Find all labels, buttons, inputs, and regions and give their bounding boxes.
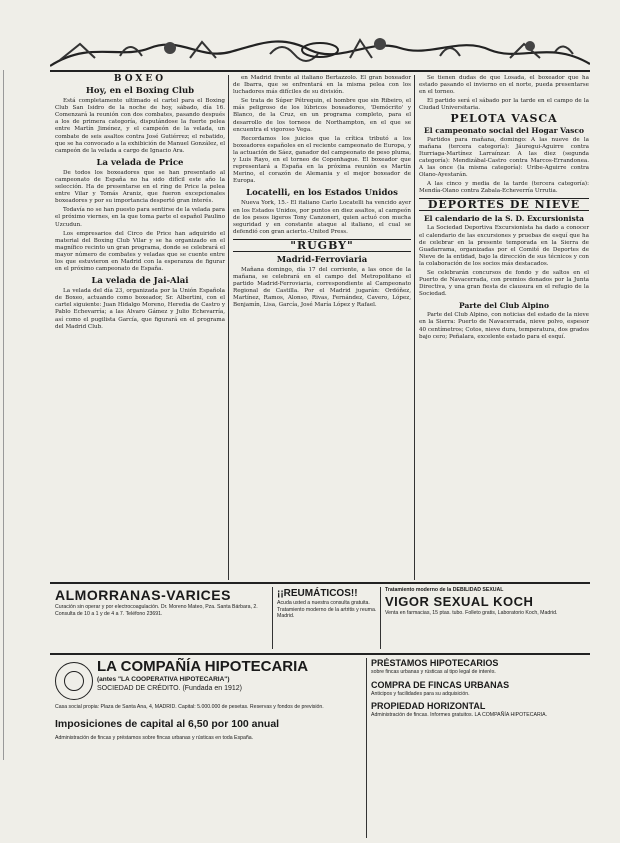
paragraph: Recordamos los juicios que la crítica tributó a los boxeadores españoles en el reciente campeonato de Europa, y la actuación de Sáez, ganador del campeonato de peso pluma, y Luis Rayo, en el torneo de Copenhague. El boxeador que representará a España en la próxima reunión es Martín Merino, el corazón de Alemania y el mejor boxeador de Europa. [233,135,411,185]
paragraph: A las cinco y media de la tarde (tercera categoría): Mendía-Olano contra Zabala-Echeverría Urrutia. [419,181,589,195]
ad-title: ALMORRANAS-VARICES [55,587,231,603]
decorative-banner-icon [50,30,590,70]
headline: Madrid-Ferroviaria [276,254,368,265]
ads-mid-rule [50,653,590,656]
paragraph: Parte del Club Alpino, con noticias del estado de la nieve en la Sierra: Puerto de Navacerrada, nieve polvo, espesor 40 centímetros; Cotos, nieve dura, temperatura, dos grados bajo cero; Peñalara, excelente estado para el esquí. [419,312,589,340]
ad-text: Administración de fincas. Informes gratuitos. LA COMPAÑÍA HIPOTECARIA. [371,712,548,719]
column-boxing [55,75,225,333]
ad-title: PRÉSTAMOS HIPOTECARIOS [371,658,499,668]
headline: Hoy, en el Boxing Club [85,86,195,97]
ad-text: Anticipos y facilidades para su adquisición. [371,690,470,697]
section-title: DEPORTES DE NIEVE [419,198,589,211]
headline: La velada de Jai-Alai [91,276,189,287]
paragraph: Está completamente ultimado el cartel para el Boxing Club San Isidro de la noche de hoy, sábado, día 16. Comenzará la reunión con dos combates, pasando después a los de primera categoría, disputándose la fuerte pelea entre Martín Jiménez, y el campeón de la velada, un combate de seis asaltos contra José Gutiérrez; el rebatido, que se ha convocado a la exhibición de Manuel González, el campeón de la velada a cargo de Ignacio Ara. [55,98,225,154]
ad-text: Curación sin operar y por electrocoagulación. Dr. Moreno Mateo, Pza. Santa Bárbara, 2. Consulta de 10 a 1 y de 4 a 7. Teléfono 23691. [55,604,258,617]
paragraph: Todavía no se han puesto para sentirse de la velada para el próximo viernes, en la que toma parte el español Paulino Uzcudun. [55,207,225,228]
ad-reumaticos [272,587,377,649]
ad-text: Venta en farmacias, 15 ptas. tubo. Folleto gratis, Laboratorio Koch, Madrid. [385,609,558,616]
ad-compania-hipotecaria [55,658,360,838]
paragraph: Mañana domingo, día 17 del corriente, a las once de la mañana, se celebrará en el campo del Metropolitano el partido Madrid-Ferroviaria, correspondiente al Campeonato Regional de Castilla. Por el Madrid jugarán: Ordóñez, Martínez, Ramos, Alonso, Rivas, Fernández, Cavero, López, Benjamín, Lisa, García, José María López y Rafael. [233,266,411,309]
column-pelota-snow [419,75,589,343]
ad-title: LA COMPAÑÍA HIPOTECARIA [97,658,309,675]
sports-banner [50,30,590,72]
margin-rule [3,70,4,760]
paragraph: La velada del día 23, organizada por la Unión Española de Boxeo, actuando como boxeador, Sr. Albertini, con el cartel siguiente: Juan Hidalgo Moreno, Heredia de Castro y Pablo Echevarría; a las Alvaro Gámez y Julio Echevarría, así como el pugilista García, que figurará en el programa del Madrid Club. [55,288,225,330]
ad-subtitle: (antes "LA COOPERATIVA HIPOTECARIA") [97,676,230,683]
section-title: PELOTA VASCA [450,112,558,126]
ad-text: Administración de fincas y préstamos sobre fincas urbanas y rústicas en toda España. [55,734,254,741]
ads-top-rule [50,582,590,585]
paragraph: en Madrid frente al italiano Bertazzolo. El gran boxeador de Ibarra, que se enfrentará en la misma pelea con los luchadores más difíciles de su división. [233,75,411,96]
ad-title: PROPIEDAD HORIZONTAL [371,701,486,712]
headline: El campeonato social del Hogar Vasco [424,125,584,135]
ad-prestamos [366,658,593,838]
section-title: "RUGBY" [233,239,411,252]
paragraph: La Sociedad Deportiva Excursionista ha dado a conocer el calendario de las excursiones y pruebas de esquí que ha de celebrar en la presente temporada en la Sierra de Guadarrama, organizadas por el Comité de Deportes de Nieve de la entidad, bajo la dirección de sus técnicos y con la colaboración de los socios más destacados. [419,225,589,267]
paragraph: De todos los boxeadores que se han presentado al campeonato de España no ha sido difícil este año la selección. Ha de presentarse en el ring de Price la pelea entre Vilar y Tomás Araniz, que fueron excepcionales boxeadores y por su importancia despertó gran interés. [55,169,225,205]
ad-title: ¡¡REUMÁTICOS!! [277,588,358,599]
paragraph: Nueva York, 15.- El italiano Carlo Locatelli ha vencido ayer en los Estados Unidos, por puntos en diez asaltos, al campeón de los pesos ligeros Tony Canzoneri, quien actuó con mucha seguridad y en constante ataque al italiano, el cual se defendió con gran acierto.-United Press. [233,200,411,235]
ad-almorranas [55,587,265,649]
section-title: BOXEO [113,74,167,84]
paragraph: Se tienen dudas de que Losada, el boxeador que ha estado pasando el invierno en el norte, pueda presentarse en el torneo. [419,75,589,96]
ad-title: COMPRA DE FINCAS URBANAS [371,679,510,690]
seal-icon [55,662,93,700]
ad-kicker: Tratamiento moderno de la DEBILIDAD SEXUAL [385,587,504,593]
paragraph: Se trata de Súper Pétrequin, el hombre que sin Ribeiro, el más peligroso de los lúbricos boxeadores, 'Demócrito' y Blanco, de la Cruz, en un programa completo, para el desarrollo de los torneos de Northampton, en el que se encuentra el vigoroso Vega. [233,98,411,133]
paragraph: Se celebrarán concursos de fondo y de saltos en el Puerto de Navacerrada, con premios donados por la Junta Directiva, y una gran fiesta de clausura en el refugio de la Sociedad. [419,269,589,298]
paragraph: El partido será el sábado por la tarde en el campo de la Ciudad Universitaria. [419,98,589,112]
paragraph: Los empresarios del Circo de Price han adquirido el material del Boxing Club Vilar y se ha organizado en el magnífico recinto un gran programa, donde se celebrará el mayor número de combates y veladas que se cuente entre los que estuvieron en Madrid con la esperanza de figurar en el próximo campeonato de España. [55,230,225,273]
ad-text: sobre fincas urbanas y rústicas al tipo legal de interés. [371,669,496,675]
column-rule [228,75,229,580]
ad-offer: Imposiciones de capital al 6,50 por 100 anual [55,717,280,730]
headline: Parte del Club Alpino [459,301,549,311]
headline: La velada de Price [96,157,184,168]
column-rule [414,75,415,580]
ad-title: VIGOR SEXUAL KOCH [385,593,534,609]
column-boxing-rugby [233,75,411,312]
headline: El calendario de la S. D. Excursionista [423,214,585,224]
ad-society: SOCIEDAD DE CRÉDITO. (Fundada en 1912) [97,685,242,692]
paragraph: Partidos para mañana, domingo: A las nueve de la mañana (tercera categoría): Jáuregui-Aguirre contra Iturriaga-Martínez Larraínzar. A las diez (segunda categoría): Mendizábal-Castro contra Marcos-Errandonea. A las once (la misma categoría): Uribe-Aguirre contra Olano-Ayestarán. [419,136,589,179]
ad-vigor [380,587,595,649]
ad-text: Acuda usted a nuestra consulta gratuita. Tratamiento moderno de la artritis y reuma. Madrid. [277,600,377,620]
ad-text: Casa social propia: Plaza de Santa Ana, 4, MADRID. Capital: 5.000.000 de pesetas. Reservas y fondos de previsión. [55,704,324,710]
headline: Locatelli, en los Estados Unidos [246,188,398,199]
